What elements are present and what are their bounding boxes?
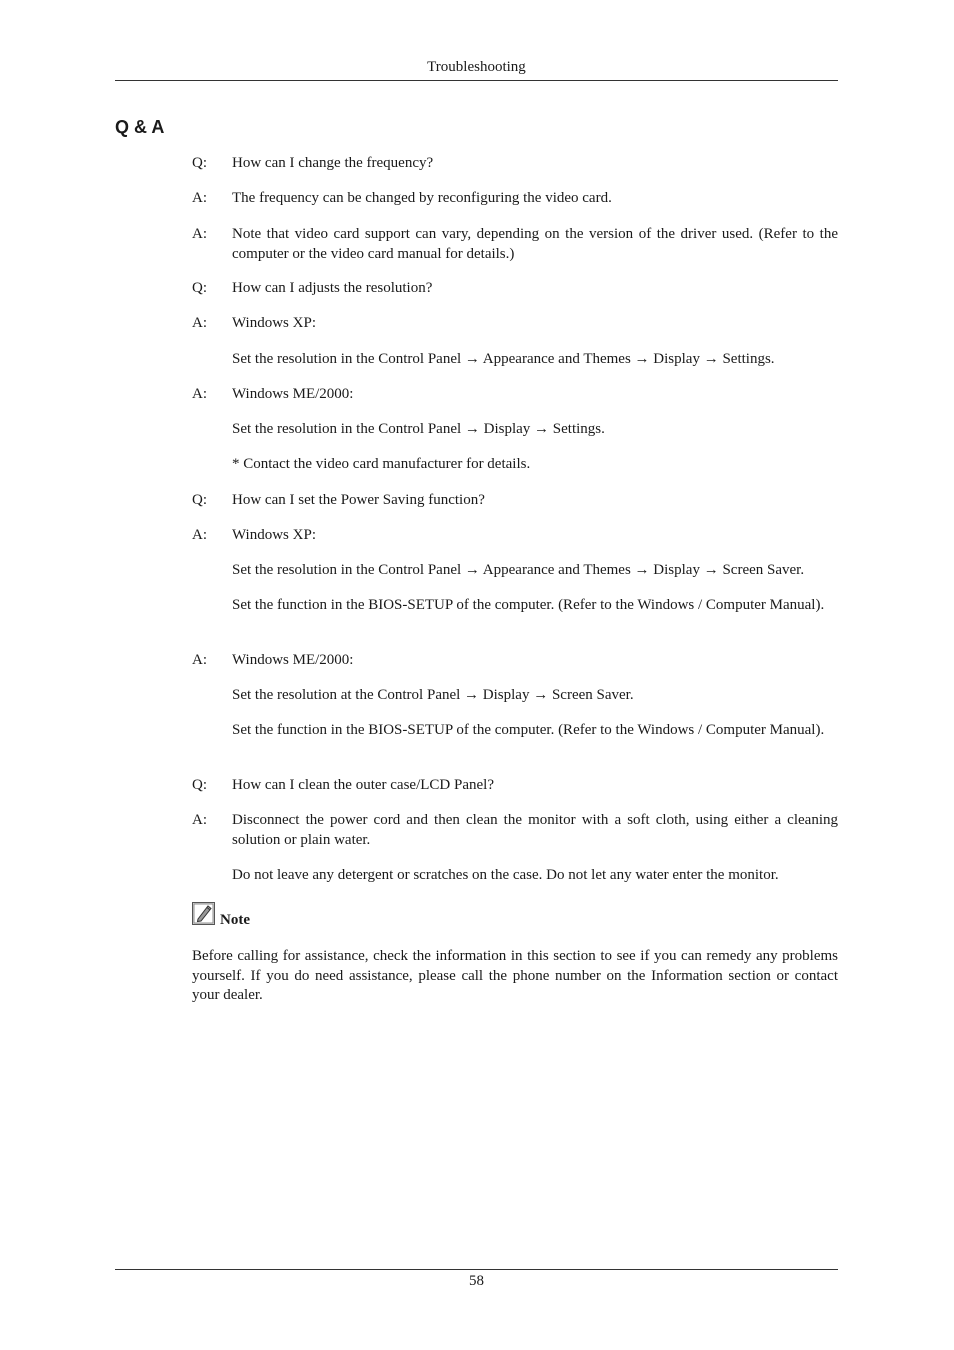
answer-text: Windows ME/2000:	[232, 386, 354, 402]
answer-text: Set the resolution in the Control Panel → Appearance and Themes → Display → Settings.	[232, 351, 775, 367]
answer-text: Do not leave any detergent or scratches on the case. Do not let any water enter the monitor.	[232, 867, 779, 883]
question-label: Q:	[192, 492, 207, 508]
answer-text: Windows XP:	[232, 527, 316, 543]
question-text: How can I change the frequency?	[232, 155, 434, 171]
answer-text: Note that video card support can vary, depending on the version of the driver used. (Refer to the computer or the video card manual for details.)	[232, 226, 838, 262]
answer-text: The frequency can be changed by reconfiguring the video card.	[232, 190, 612, 206]
answer-text: * Contact the video card manufacturer for details.	[232, 456, 531, 472]
footer-rule	[115, 1269, 838, 1270]
question-text: How can I set the Power Saving function?	[232, 492, 485, 508]
answer-text: Windows XP:	[232, 315, 316, 331]
answer-text: Set the function in the BIOS-SETUP of the computer. (Refer to the Windows / Computer Manual).	[232, 597, 825, 613]
answer-text: Set the function in the BIOS-SETUP of the computer. (Refer to the Windows / Computer Manual).	[232, 722, 825, 738]
question-text: How can I clean the outer case/LCD Panel?	[232, 777, 494, 793]
question-label: Q:	[192, 280, 207, 296]
answer-text: Set the resolution in the Control Panel → Display → Settings.	[232, 421, 605, 437]
answer-label: A:	[192, 315, 207, 331]
note-label: Note	[220, 912, 250, 928]
answer-label: A:	[192, 190, 207, 206]
running-header: Troubleshooting	[427, 59, 526, 75]
answer-label: A:	[192, 527, 207, 543]
header-rule	[115, 80, 838, 81]
question-label: Q:	[192, 777, 207, 793]
page-number: 58	[469, 1273, 484, 1289]
answer-text: Windows ME/2000:	[232, 652, 354, 668]
answer-text: Disconnect the power cord and then clean the monitor with a soft cloth, using either a cleaning solution or plain water.	[232, 812, 838, 848]
question-text: How can I adjusts the resolution?	[232, 280, 433, 296]
answer-label: A:	[192, 812, 207, 828]
question-label: Q:	[192, 155, 207, 171]
answer-label: A:	[192, 386, 207, 402]
answer-text: Set the resolution at the Control Panel → Display → Screen Saver.	[232, 687, 634, 703]
section-title: Q & A	[115, 117, 165, 137]
note-body: Before calling for assistance, check the information in this section to see if you can remedy any problems yourself. If you do need assistance, please call the phone number on the Information section or contact your dealer.	[192, 948, 838, 1003]
note-pencil-icon	[192, 902, 215, 925]
answer-label: A:	[192, 226, 207, 242]
answer-label: A:	[192, 652, 207, 668]
answer-text: Set the resolution in the Control Panel → Appearance and Themes → Display → Screen Saver.	[232, 562, 805, 578]
